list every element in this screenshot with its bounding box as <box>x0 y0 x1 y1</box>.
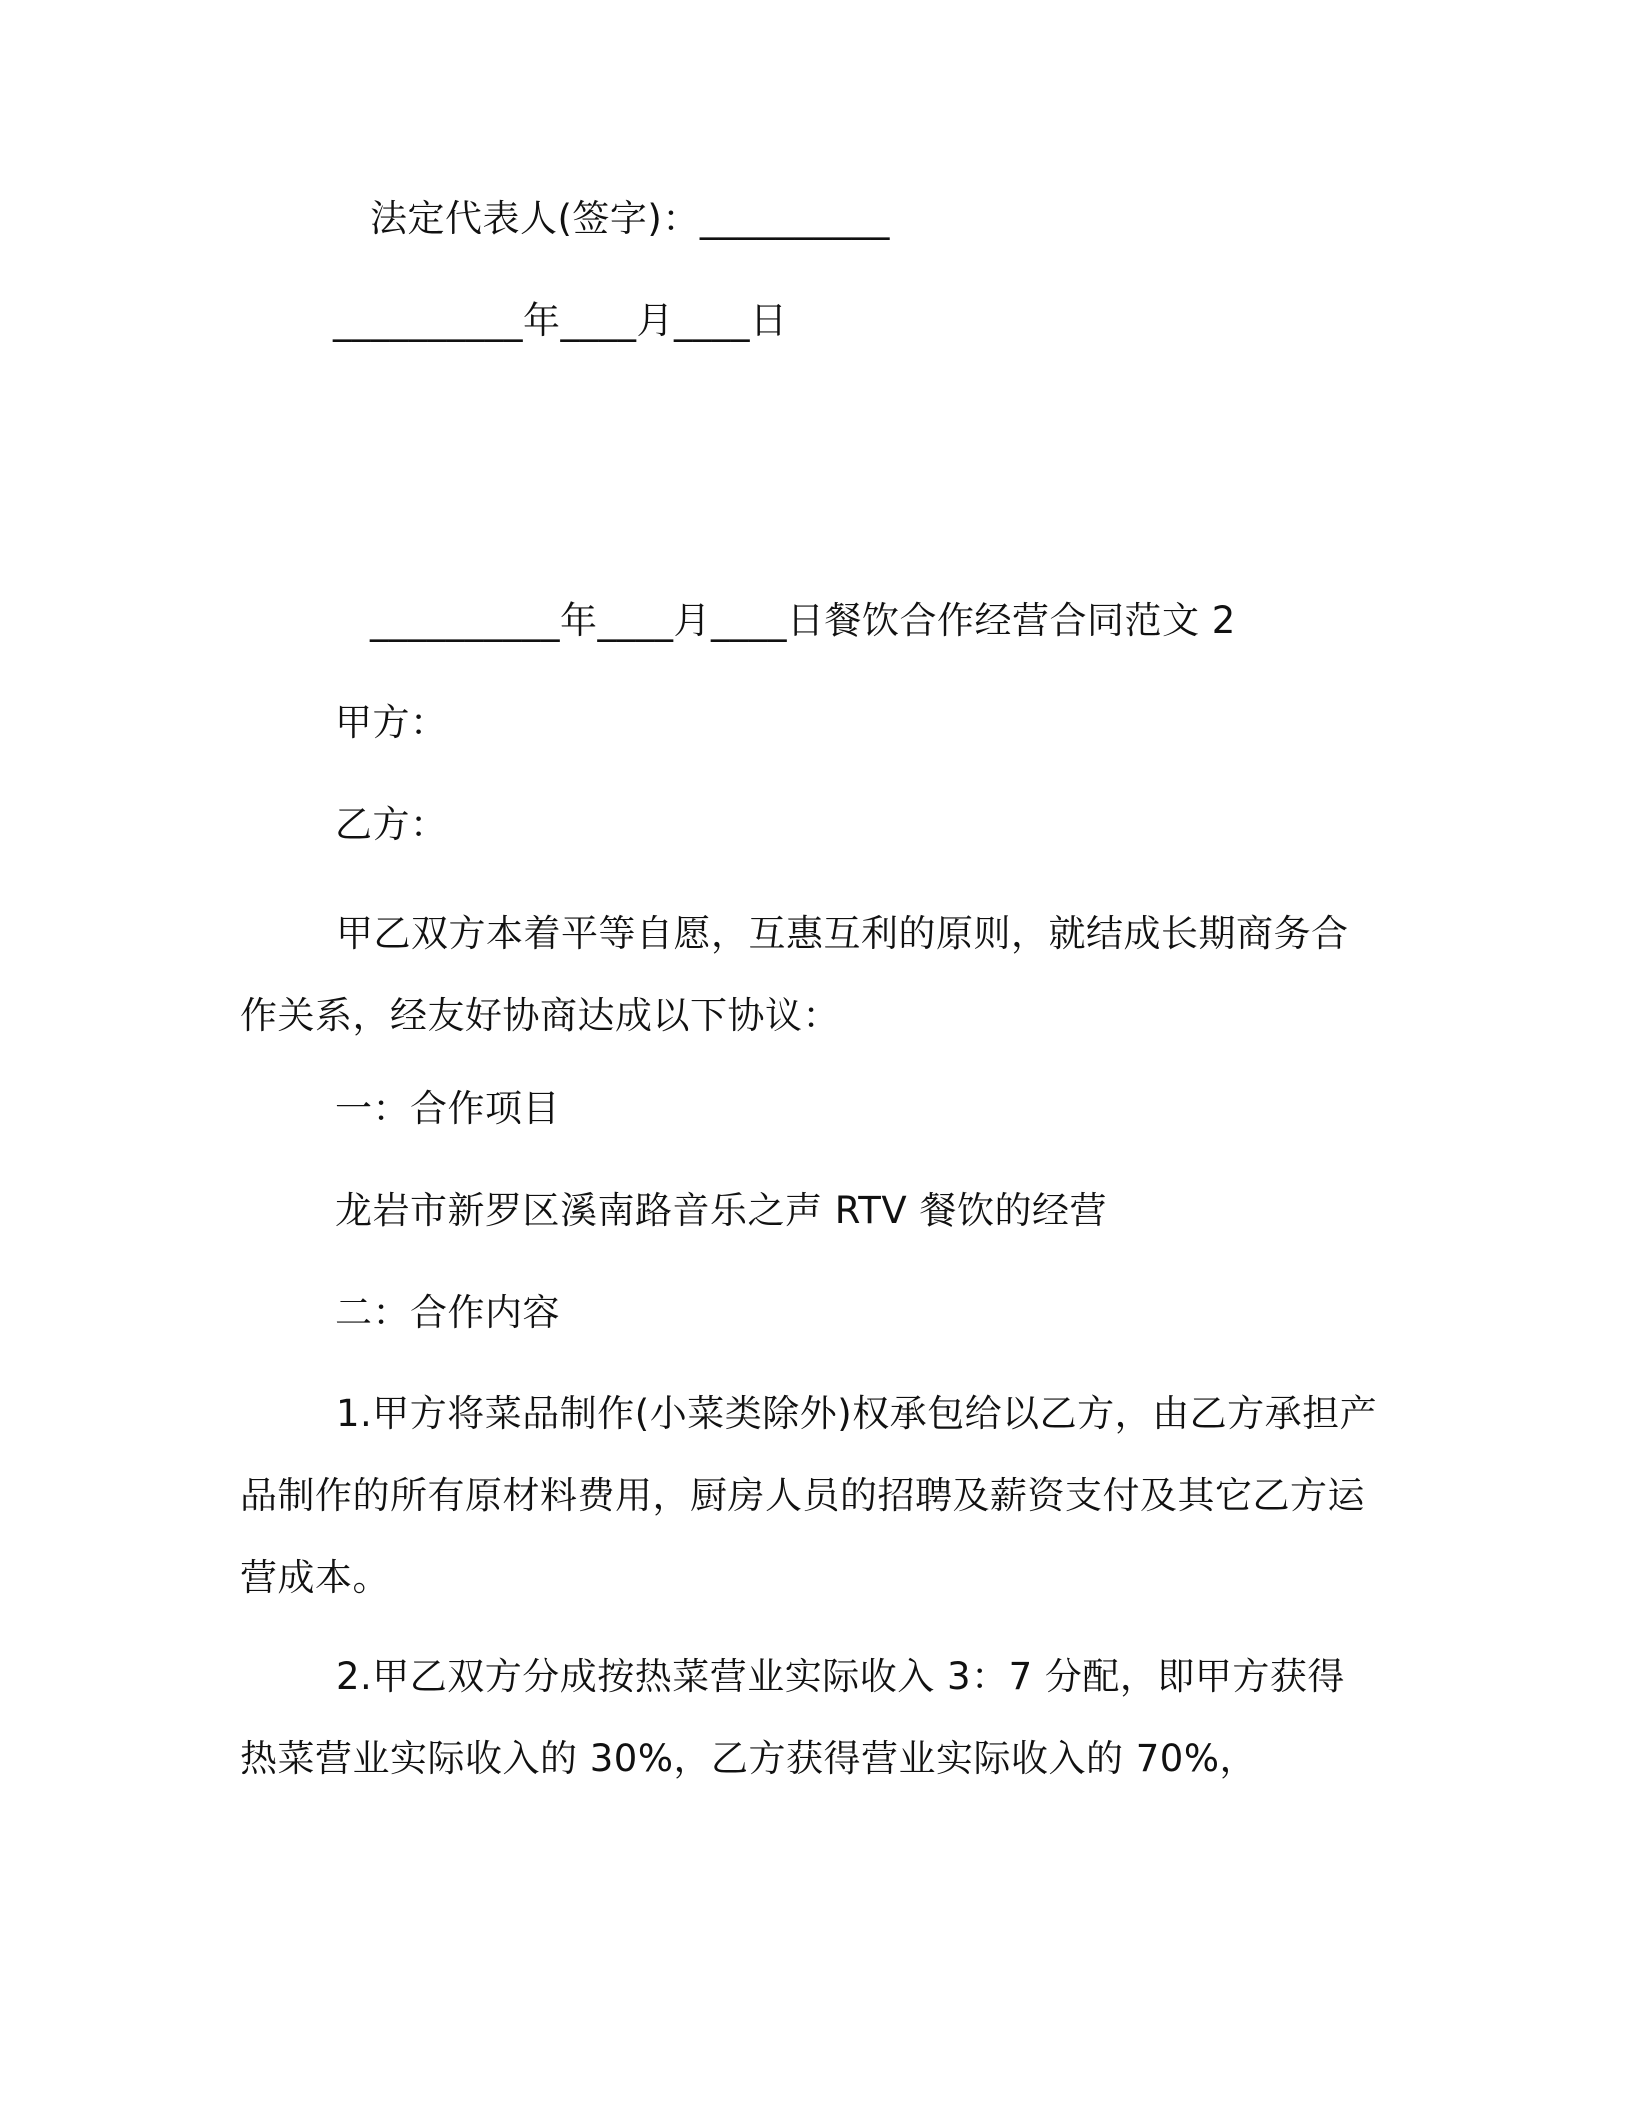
intro-paragraph: 甲乙双方本着平等自愿，互惠互利的原则，就结成长期商务合作关系，经友好协商达成以下协议： <box>240 912 1349 1037</box>
section-2-heading: 二：合作内容 <box>335 1291 560 1334</box>
signature-date-line: __________年____月____日 <box>333 299 788 342</box>
party-b-label: 乙方： <box>335 803 448 846</box>
party-a-label: 甲方： <box>335 701 448 744</box>
section-1-heading: 一：合作项目 <box>335 1087 560 1130</box>
clause-1-paragraph: 1.甲方将菜品制作(小菜类除外)权承包给以乙方，由乙方承担产品制作的所有原材料费用，厨房人员的招聘及薪资支付及其它乙方运营成本。 <box>240 1392 1378 1599</box>
section-1-body: 龙岩市新罗区溪南路音乐之声 RTV 餐饮的经营 <box>335 1189 1107 1232</box>
clause-2-paragraph: 2.甲乙双方分成按热菜营业实际收入 3：7 分配，即甲方获得热菜营业实际收入的 30%，乙方获得营业实际收入的 70%， <box>240 1655 1345 1780</box>
legal-rep-signature-line: 法定代表人(签字)：__________ <box>370 197 890 240</box>
document-title: __________年____月____日餐饮合作经营合同范文 2 <box>370 599 1236 642</box>
